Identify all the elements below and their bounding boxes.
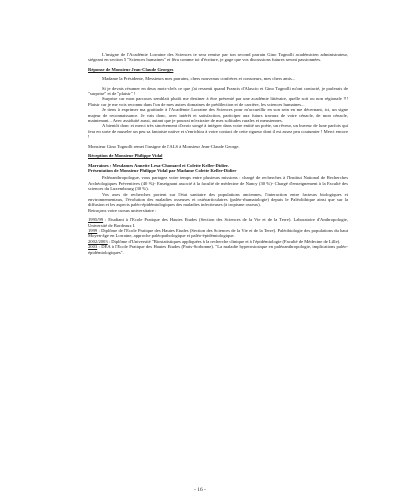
reponse-paragraph-3: Surprise car mon parcours semblait plutôt me destiner à être présenté par une académie littéraire, quelle soit ou non régionale !!! Plaisir car je me vois reconnu dans l'un de mes autres domaines de prédilection et de carrière, les sciences humaines...: [88, 96, 348, 107]
cursus-text: : Diplôme de l'Ecole Pratique des Hautes Etudes (Section des Sciences de la Vie et de la Terre). Paléobiologie des populations du haut Moyen-âge en Lorraine, approche paléopathologique et paléo-épidémiologique.: [88, 227, 348, 239]
cursus-text: : DEA à l'Ecole Pratique des Hautes Etudes (Paris-Sorbonne). "La maladie hyperostosique en paléoanthropologie, implications paléo-épidémiologiques".: [88, 244, 348, 255]
presentation-line: Présentation de Monsieur Philippe Vidal par Madame Colette Keller-Didier: [88, 167, 237, 173]
vidal-paragraph-2: Vos axes de recherches portent sur l'état sanitaire des populations anciennes, l'interaction entre facteurs biologiques et environnementaux, l'évolution des maladies osseuses et ostéoarticulaires (paléo-rhumatologie) depuis le Paléolithique ainsi que sur la diffusion et les aspects paléo-épidémiologiques des maladies infectieuses (à tropisme osseux).: [88, 191, 348, 208]
page-content: [88, 52, 348, 255]
cursus-item: [88, 217, 348, 228]
reception-heading: Réception de Monsieur Philippe Vidal: [88, 153, 163, 159]
remise-paragraph: Monsieur Gino Tognolli remet l'insigne de l'ALS à Monsieur Jean-Claude George.: [88, 143, 240, 149]
cursus-item: [88, 228, 348, 239]
marraines-line: Marraines : Mesdames Annette Lexa-Chomard et Colette Keller-Didier.: [88, 162, 229, 168]
cursus-year: 1999: [88, 227, 98, 233]
vidal-paragraph-1: Paléoanthropologue, vous partagez votre temps entre plusieurs missions : chargé de recherches à l'Institut National de Recherches Archéologiques Préventives (40 %)- Enseignant associé à la faculté de médecine de Nancy (30 %)- Chargé d'enseignement à la Faculté des sciences du Luxembourg (30 %).: [88, 175, 348, 192]
cursus-year: 2002/2003: [88, 238, 108, 244]
reponse-heading: Réponse de Monsieur Jean-Claude Georges: [88, 66, 174, 72]
reponse-paragraph-1: Madame la Présidente, Messieurs mes parrains, chers nouveaux confrères et consoeurs, mes chers amis...: [102, 76, 296, 82]
reponse-paragraph-5: A bientôt donc et merci très sincèrement d'avoir songé à intégrer dans votre entité un poète, un rêveur, un buveur de lune parfois qui fera en sorte de museler un peu sa fantaisie native et s'enrichira à votre contact de cette rigueur dont il est assez peu coutumier ! Merci encore !: [88, 123, 348, 140]
cursus-year: 1995/99: [88, 217, 104, 223]
cursus-year: 2003: [88, 244, 98, 250]
cursus-text: : Diplôme d'Université "Biostatistiques appliquées à la recherche clinique et à l'épidémiologie (Faculté de Médecine de Lille).: [107, 238, 341, 244]
cursus-text: : Etudiant à l'Ecole Pratique des Hautes Etudes (Section des Sciences de la Vie et de la Terre). Laboratoire d'Anthropologie, Université de Bordeaux I.: [88, 217, 348, 228]
intro-paragraph: L'insigne de l'Académie Lorraine des Sciences te sera remise par ton second parrain Gino Tognolli académicien administrateur, siégeant en section 5 "Sciences humaines" et fêru comme toi d'écriture, je gage que vos discussions futures seront passionnées.: [88, 52, 348, 63]
page-number: - 16 -: [194, 487, 206, 493]
reponse-paragraph-2: Si je devais résumer en deux mots-clefs ce que j'ai ressenti quand Francis d'Alascio et Gino Tognolli m'ont contacté, je parlerais de "surprise" et de "plaisir" !: [88, 85, 348, 97]
vidal-paragraph-3: Retraçons votre cursus universitaire :: [88, 207, 157, 213]
reponse-paragraph-4: Je tiens à exprimer ma gratitude à l'Académie Lorraine des Sciences pour m'accueillir en son sein en me décernant, ici, un signe majeur de reconnaissance. Je vais donc, avec intérêt et satisfaction, participer aux futurs travaux de votre cénacle, de mon cénacle, maintenant... Avec assiduité aussi, autant que je pourrai m'extraire de mes solitudes rurales et meusiennes.: [88, 107, 348, 124]
cursus-item: [88, 244, 348, 255]
